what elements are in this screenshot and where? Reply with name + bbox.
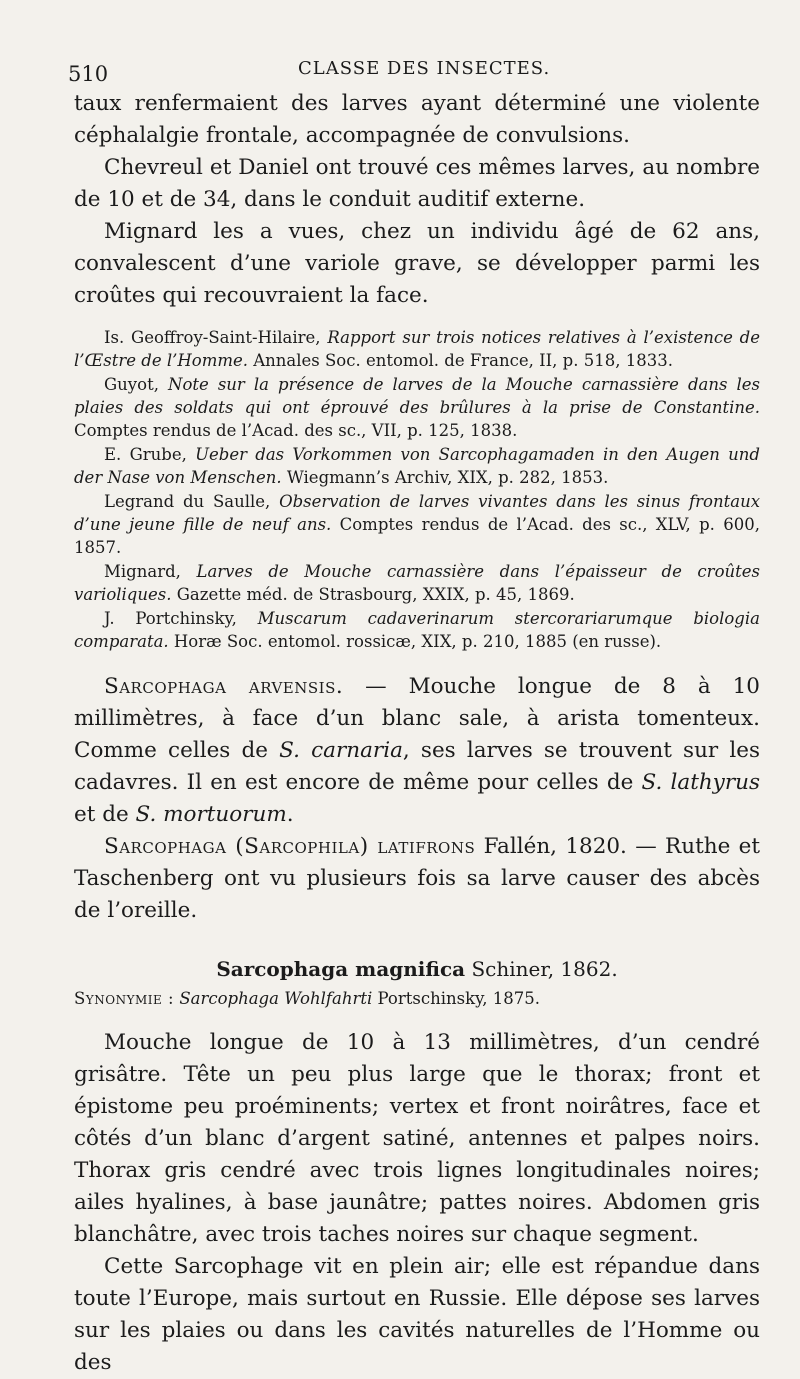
references xyxy=(74,326,760,653)
reference-item xyxy=(74,560,760,606)
running-title: CLASSE DES INSECTES. xyxy=(298,58,551,79)
reference-item xyxy=(74,607,760,653)
reference-author: Legrand du Saulle, xyxy=(104,492,280,511)
species-name: S. mortuorum xyxy=(135,802,287,827)
latifrons-name: Sarcophaga (Sarcophila) latifrons xyxy=(104,834,476,859)
reference-source: Comptes rendus de l’Acad. des sc., VII, p. 125, 1838. xyxy=(74,421,518,440)
arvensis-paragraph xyxy=(74,671,760,831)
reference-item xyxy=(74,443,760,489)
synonymy-line xyxy=(74,987,760,1011)
reference-source: Comptes rendus de l’Acad. des sc., XLV, p. 600, 1857. xyxy=(74,515,760,557)
page-header xyxy=(68,54,760,88)
reference-item xyxy=(74,326,760,372)
species-name: S. carnaria xyxy=(279,738,403,763)
reference-item xyxy=(74,490,760,559)
reference-title: Larves de Mouche carnassière dans l’épaisseur de croûtes varioliques. xyxy=(74,562,760,604)
heading-author: Schiner, 1862. xyxy=(465,957,618,981)
description-paragraph-2: Cette Sarcophage vit en plein air; elle est répandue dans toute l’Europe, mais surtout en Russie. Elle dépose ses larves sur les plaies ou dans les cavités naturelles de l’Homme ou des xyxy=(74,1254,760,1375)
latifrons-paragraph xyxy=(74,831,760,927)
synonym-author: Portschinsky, 1875. xyxy=(372,989,540,1008)
synonymy-label: Synonymie : xyxy=(74,989,175,1008)
latifrons-text: Fallén, 1820. — Ruthe et Taschenberg ont vu plusieurs fois sa larve causer des abcès de l’oreille. xyxy=(74,834,760,923)
reference-title: Ueber das Vorkommen von Sarcophagamaden in den Augen und der Nase von Menschen. xyxy=(74,445,760,487)
magnifica-description xyxy=(74,1027,760,1379)
reference-item xyxy=(74,373,760,442)
heading-species: Sarcophaga magnifica xyxy=(216,957,466,981)
reference-author: Is. Geoffroy-Saint-Hilaire, xyxy=(104,328,328,347)
intro-paragraph-1: taux renfermaient des larves ayant déterminé une violente céphalalgie frontale, accompagnée de convulsions. xyxy=(74,91,760,148)
reference-source: Gazette méd. de Strasbourg, XXIX, p. 45, 1869. xyxy=(171,585,575,604)
description-paragraph-1: Mouche longue de 10 à 13 millimètres, d’un cendré grisâtre. Tête un peu plus large que le thorax; front et épistome peu proéminents; vertex et front noirâtres, face et côtés d’un blanc d’argent satiné, antennes et palpes noirs. Thorax gris cendré avec trois lignes longitudinales noires; ailes hyalines, à base jaunâtre; pattes noires. Abdomen gris blanchâtre, avec trois taches noires sur chaque segment. xyxy=(74,1030,760,1247)
page-number: 510 xyxy=(68,62,109,86)
arvensis-name: Sarcophaga arvensis. xyxy=(104,674,344,699)
reference-author: J. Portchinsky, xyxy=(104,609,258,628)
arvensis-text: . xyxy=(286,802,294,827)
intro-paragraph-2: Chevreul et Daniel ont trouvé ces mêmes larves, au nombre de 10 et de 34, dans le conduit auditif externe. xyxy=(74,155,760,212)
arvensis-text: , ses larves se trouvent sur les cadavres. Il en est encore de même pour celles de xyxy=(74,738,761,795)
reference-source: Wiegmann’s Archiv, XIX, p. 282, 1853. xyxy=(281,468,609,487)
reference-source: Horæ Soc. entomol. rossicæ, XIX, p. 210, 1885 (en russe). xyxy=(168,632,662,651)
intro-paragraph-3: Mignard les a vues, chez un individu âgé de 62 ans, convalescent d’une variole grave, se développer parmi les croûtes qui recouvraient la face. xyxy=(74,219,760,308)
species-notes xyxy=(74,671,760,927)
reference-author: E. Grube, xyxy=(104,445,196,464)
synonym-name: Sarcophaga Wohlfahrti xyxy=(174,989,373,1008)
reference-source: Annales Soc. entomol. de France, II, p. 518, 1833. xyxy=(248,351,673,370)
reference-title: Observation de larves vivantes dans les sinus frontaux d’une jeune fille de neuf ans. xyxy=(74,492,761,534)
reference-title: Rapport sur trois notices relatives à l’existence de l’Œstre de l’Homme. xyxy=(74,328,760,370)
section-heading xyxy=(74,957,760,981)
reference-author: Guyot, xyxy=(104,375,168,394)
reference-author: Mignard, xyxy=(104,562,197,581)
reference-title: Muscarum cadaverinarum stercorariarumque biologia comparata. xyxy=(74,609,760,651)
arvensis-text: et de xyxy=(74,802,136,827)
reference-title: Note sur la présence de larves de la Mouche carnassière dans les plaies des soldats qui ont éprouvé des brûlures à la prise de Constantine. xyxy=(74,375,761,417)
arvensis-text: — Mouche longue de 8 à 10 millimètres, à face d’un blanc sale, à arista tomenteux. Comme celles de xyxy=(74,674,760,763)
species-name: S. lathyrus xyxy=(641,770,760,795)
